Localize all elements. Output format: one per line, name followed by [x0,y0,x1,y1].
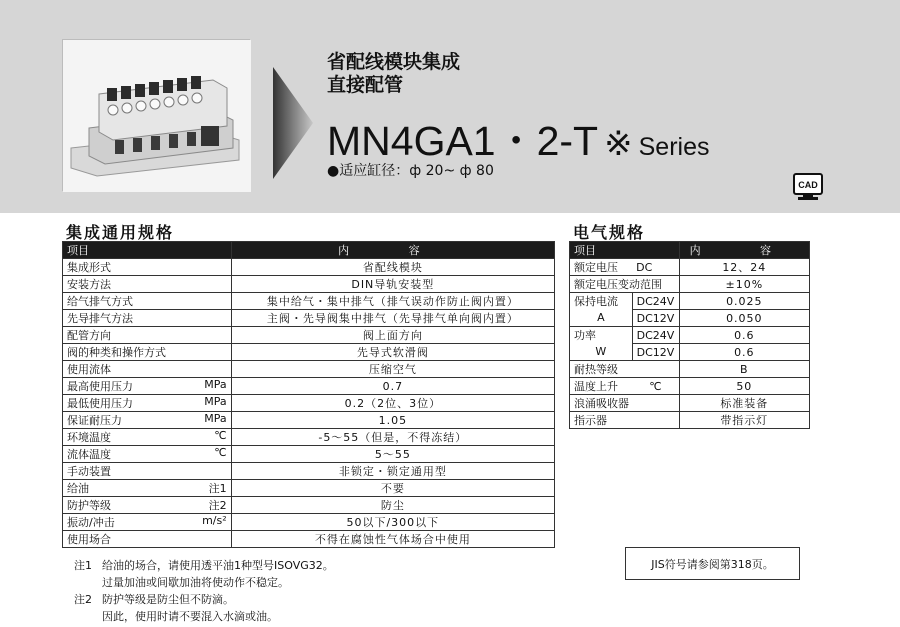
title-block [327,51,460,97]
spec-item-cell [63,310,232,327]
spec-item-cell [63,480,232,497]
spec-item: 先导排气方法 [67,312,133,325]
cad-icon [792,172,824,202]
spec-item: 集成形式 [67,261,111,274]
spec-unit: MPa [204,378,227,391]
table-row [63,531,555,548]
general-spec-table [62,241,555,548]
table-row [63,327,555,344]
spec-value: 压缩空气 [231,361,554,378]
electrical-spec-title: 电气规格 [573,223,646,242]
model-name: MN4GA1・2-T [327,118,599,164]
value-indicator: 带指示灯 [679,412,809,429]
unit-temp-rise: ℃ [632,378,679,395]
spec-value: 集中给气・集中排气（排气误动作防止阀内置） [231,293,554,310]
spec-item: 保证耐压力 [67,414,122,427]
spec-unit: 注2 [208,499,227,512]
footnote-text: 过量加油或间歇加油将使动作不稳定。 [102,576,289,589]
spec-item: 使用场合 [67,533,111,546]
label-heat-class: 耐热等级 [570,361,680,378]
spec-value: 不要 [231,480,554,497]
spec-value: 阀上面方向 [231,327,554,344]
spec-item: 配管方向 [67,329,111,342]
spec-item: 手动装置 [67,465,111,478]
spec-unit: MPa [204,395,227,408]
label-indicator: 指示器 [570,412,680,429]
spec-value: 防尘 [231,497,554,514]
table-row [63,395,555,412]
row-voltage-range [570,276,810,293]
table-row [63,429,555,446]
power-dc12: DC12V [632,344,679,361]
footnotes [74,557,334,625]
footnote-2 [74,591,334,608]
jis-note-box [625,547,800,580]
sub-rated-voltage: DC [632,259,679,276]
title-line-1: 省配线模块集成 [327,51,461,73]
value-rated-voltage: 12、24 [679,259,809,276]
spec-unit: m/s² [202,514,227,527]
spec-item-cell [63,327,232,344]
row-temp-rise [570,378,810,395]
spec-item: 使用流体 [67,363,111,376]
spec-value: -5～55（但是，不得冻结） [231,429,554,446]
table-row [63,293,555,310]
footnote-text: 防护等级是防尘但不防滴。 [102,593,234,606]
spec-item-cell [63,531,232,548]
value-surge: 标准装备 [679,395,809,412]
label-power: 功率 [570,327,633,344]
spec-value: 省配线模块 [231,259,554,276]
table-header-row [570,242,810,259]
spec-item-cell [63,259,232,276]
spec-value: 0.2（2位、3位） [231,395,554,412]
table-row [63,412,555,429]
label-surge: 浪涌吸收器 [570,395,680,412]
spec-item: 最低使用压力 [67,397,133,410]
spec-item: 流体温度 [67,448,111,461]
jis-note: JIS符号请参阅第318页。 [651,557,774,571]
series-title [327,108,709,167]
table-row [63,446,555,463]
spec-unit: 注1 [208,482,227,495]
footnote-tag: 注1 [74,559,92,572]
label-voltage-range: 额定电压变动范围 [570,276,680,293]
arrow-icon [273,67,313,179]
valve-manifold-image [63,40,251,192]
label-rated-voltage: 额定电压 [570,259,633,276]
spec-value: 50以下/300以下 [231,514,554,531]
spec-unit: ℃ [214,446,227,459]
row-indicator [570,412,810,429]
spec-item: 最高使用压力 [67,380,133,393]
row-power-24 [570,327,810,344]
spec-value: 1.05 [231,412,554,429]
bore-range: ●适应缸径：ф 20~ ф 80 [327,163,494,179]
unit-current: A [570,310,633,327]
label-temp-rise: 温度上升 [570,378,633,395]
spec-item-cell [63,293,232,310]
product-photo [62,39,250,191]
spec-item-cell [63,276,232,293]
table-row [63,344,555,361]
spec-item-cell [63,463,232,480]
spec-unit: MPa [204,412,227,425]
spec-item-cell [63,395,232,412]
spec-item: 环境温度 [67,431,111,444]
spec-value: 5～55 [231,446,554,463]
row-current-12 [570,310,810,327]
header-content: 内 容 [679,242,809,259]
spec-item-cell [63,429,232,446]
table-row [63,463,555,480]
table-row [63,497,555,514]
footnote-1 [74,557,334,574]
spec-value: 不得在腐蚀性气体场合中使用 [231,531,554,548]
label-current: 保持电流 [570,293,633,310]
value-heat-class: B [679,361,809,378]
spec-item-cell [63,514,232,531]
spec-item-cell [63,412,232,429]
current-dc24: DC24V [632,293,679,310]
spec-item-cell [63,344,232,361]
header-content: 内 容 [231,242,554,259]
spec-item-cell [63,446,232,463]
row-rated-voltage [570,259,810,276]
spec-item: 防护等级 [67,499,111,512]
table-row [63,276,555,293]
note-mark: ※ [604,125,633,163]
spec-item-cell [63,497,232,514]
footnote-1-cont [74,574,334,591]
value-power-12: 0.6 [679,344,809,361]
spec-item: 振动/冲击 [67,516,115,529]
value-temp-rise: 50 [679,378,809,395]
spec-unit: ℃ [214,429,227,442]
spec-value: 主阀・先导阀集中排气（先导排气单向阀内置） [231,310,554,327]
spec-item: 安装方法 [67,278,111,291]
value-voltage-range: ±10% [679,276,809,293]
footnote-text: 给油的场合，请使用透平油1种型号ISOVG32。 [102,559,334,572]
table-row [63,480,555,497]
spec-value: DIN导轨安装型 [231,276,554,293]
header-item: 项目 [63,242,232,259]
electrical-spec-table [569,241,810,429]
table-header-row [63,242,555,259]
spec-value: 非锁定・锁定通用型 [231,463,554,480]
table-row [63,361,555,378]
header-band [0,0,900,213]
value-power-24: 0.6 [679,327,809,344]
table-row [63,259,555,276]
row-surge [570,395,810,412]
title-line-2: 直接配管 [327,74,404,96]
row-heat-class [570,361,810,378]
table-row [63,310,555,327]
cad-label: CAD [798,180,818,190]
spec-value: 0.7 [231,378,554,395]
series-word: Series [638,133,710,161]
unit-power: W [570,344,633,361]
spec-item-cell [63,361,232,378]
spec-item: 给油 [67,482,89,495]
footnote-2-cont [74,608,334,625]
general-spec-title: 集成通用规格 [66,223,175,242]
spec-item: 阀的种类和操作方式 [67,346,166,359]
current-dc12: DC12V [632,310,679,327]
value-current-12: 0.050 [679,310,809,327]
table-row [63,514,555,531]
table-row [63,378,555,395]
row-current-24 [570,293,810,310]
spec-item: 给气排气方式 [67,295,133,308]
spec-item-cell [63,378,232,395]
footnote-tag: 注2 [74,593,92,606]
power-dc24: DC24V [632,327,679,344]
value-current-24: 0.025 [679,293,809,310]
footnote-text: 因此，使用时请不要混入水滴或油。 [102,610,278,623]
spec-value: 先导式软滑阀 [231,344,554,361]
row-power-12 [570,344,810,361]
header-item: 项目 [570,242,680,259]
